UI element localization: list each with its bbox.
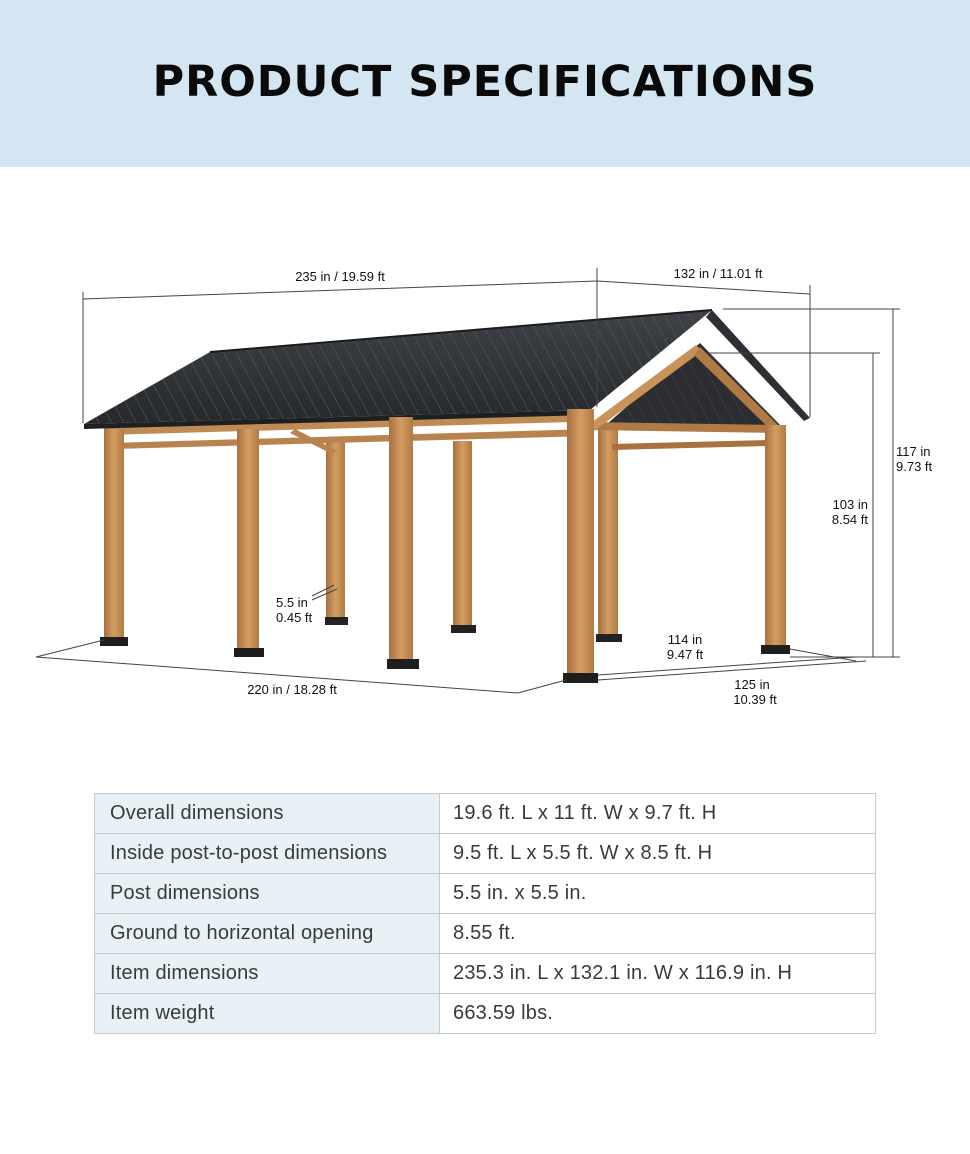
spec-value: 19.6 ft. L x 11 ft. W x 9.7 ft. H (440, 794, 876, 834)
table-row (95, 874, 876, 914)
dim-opening-height-in: 103 in (832, 497, 868, 512)
spec-value: 8.55 ft. (440, 914, 876, 954)
dim-inner-width-in: 114 in (667, 632, 703, 647)
dim-inner-width-ft: 9.47 ft (666, 647, 704, 662)
dim-post-size-in: 5.5 in (276, 595, 308, 610)
dim-base-width-in: 125 in (734, 677, 770, 692)
spec-value: 235.3 in. L x 132.1 in. W x 116.9 in. H (440, 954, 876, 994)
gazebo-diagram (0, 167, 970, 767)
specs-table (94, 793, 876, 1034)
table-row (95, 834, 876, 874)
dim-post-size-ft: 0.45 ft (276, 610, 313, 625)
gazebo-drawing (0, 167, 970, 767)
spec-value: 5.5 in. x 5.5 in. (440, 874, 876, 914)
header-banner (0, 0, 970, 167)
dim-total-height-in: 117 in (896, 444, 931, 459)
spec-label: Overall dimensions (95, 794, 440, 834)
table-row (95, 954, 876, 994)
dim-base-width-ft: 10.39 ft (733, 692, 777, 707)
dim-total-height-ft: 9.73 ft (896, 459, 933, 474)
spec-label: Inside post-to-post dimensions (95, 834, 440, 874)
table-row (95, 794, 876, 834)
dim-opening-height-ft: 8.54 ft (831, 512, 868, 527)
table-row (95, 994, 876, 1034)
page-title: PRODUCT SPECIFICATIONS (152, 56, 818, 107)
table-row (95, 914, 876, 954)
spec-label: Item dimensions (95, 954, 440, 994)
spec-value: 9.5 ft. L x 5.5 ft. W x 8.5 ft. H (440, 834, 876, 874)
spec-label: Post dimensions (95, 874, 440, 914)
dim-base-length: 220 in / 18.28 ft (247, 682, 337, 697)
spec-value: 663.59 lbs. (440, 994, 876, 1034)
spec-label: Item weight (95, 994, 440, 1034)
dim-top-width: 132 in / 11.01 ft (673, 266, 763, 281)
spec-label: Ground to horizontal opening (95, 914, 440, 954)
dim-top-length: 235 in / 19.59 ft (295, 269, 385, 284)
